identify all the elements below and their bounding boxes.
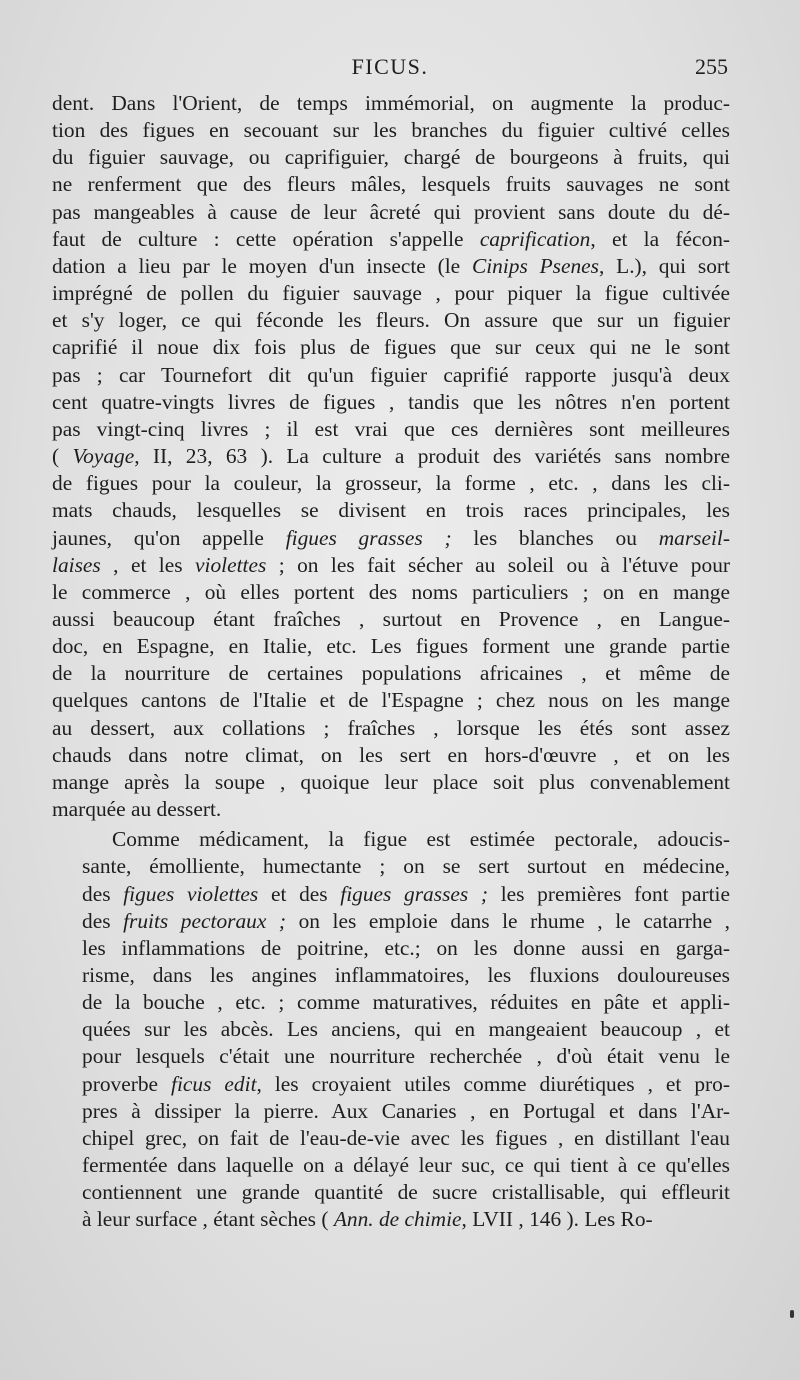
text-line <box>52 1206 730 1233</box>
text-run: pas mangeables à cause de leur âcreté qui provient sans doute du dé- <box>52 199 730 224</box>
italic-text: laises <box>52 552 101 577</box>
text-run: pas ; car Tournefort dit qu'un figuier caprifié rapporte jusqu'à deux <box>52 362 730 387</box>
text-run: pour lesquels c'était une nourriture recherchée , d'où était venu le <box>82 1044 730 1069</box>
text-line <box>52 144 730 171</box>
text-line <box>52 633 730 660</box>
text-line <box>52 742 730 769</box>
text-line <box>52 389 730 416</box>
text-line <box>52 280 730 307</box>
text-run: Comme médicament, la figue est estimée pectorale, adoucis- <box>112 827 730 852</box>
text-run: mats chauds, lesquelles se divisent en trois races principales, les <box>52 498 730 523</box>
text-line <box>52 470 730 497</box>
italic-text: Ann. de chimie <box>333 1207 462 1232</box>
text-run: de figues pour la couleur, la grosseur, la forme , etc. , dans les cli- <box>52 471 730 496</box>
text-run: contiennent une grande quantité de sucre cristallisable, qui effleurit <box>82 1180 730 1205</box>
text-run: , LVII , 146 ). Les Ro- <box>461 1207 653 1232</box>
text-run: quées sur les abcès. Les anciens, qui en mangeaient beaucoup , et <box>82 1017 730 1042</box>
text-run: chipel grec, on fait de l'eau-de-vie avec les figues , en distillant l'eau <box>82 1125 730 1150</box>
text-line <box>52 362 730 389</box>
text-line <box>52 908 730 935</box>
text-run: dation a lieu par le moyen d'un insecte (le <box>52 253 472 278</box>
text-line <box>52 416 730 443</box>
running-title: FICUS. <box>351 54 429 79</box>
text-run: on les emploie dans le rhume , le catarrhe , <box>286 908 730 933</box>
text-run: proverbe <box>82 1071 172 1096</box>
ink-mark <box>790 1310 794 1318</box>
text-run: ( <box>52 444 73 469</box>
text-run: de la nourriture de certaines populations africaines , et même de <box>52 661 730 686</box>
text-run: risme, dans les angines inflammatoires, les fluxions douloureuses <box>82 963 730 987</box>
text-run: caprifié il noue dix fois plus de figues que sur ceux qui ne le sont <box>52 335 730 360</box>
italic-text: caprification <box>479 226 591 251</box>
text-line <box>52 962 730 989</box>
text-run: les premières font partie <box>488 881 730 906</box>
italic-text: fruits pectoraux ; <box>123 908 287 933</box>
text-run: ne renferment que des fleurs mâles, lesquels fruits sauvages ne sont <box>52 172 730 197</box>
paragraph <box>52 90 730 823</box>
text-run: , et les <box>100 552 196 577</box>
text-run: tion des figues en secouant sur les branches du figuier cultivé celles <box>52 118 730 143</box>
text-line <box>52 1125 730 1152</box>
text-line <box>52 90 730 117</box>
italic-text: marseil- <box>658 525 730 550</box>
text-run: quelques cantons de l'Italie et de l'Espagne ; chez nous on les mange <box>52 688 730 713</box>
text-run: les blanches ou <box>451 525 659 550</box>
text-run: fermentée dans laquelle on a délayé leur suc, ce qui tient à ce qu'elles <box>82 1153 730 1178</box>
text-run: des <box>82 908 124 933</box>
italic-text: Cinips Psenes <box>471 253 599 278</box>
text-run: cent quatre-vingts livres de figues , tandis que les nôtres n'en portent <box>52 389 730 414</box>
text-run: jaunes, qu'on appelle <box>52 525 286 550</box>
text-run: et des <box>258 881 341 906</box>
text-line <box>52 117 730 144</box>
text-line <box>52 989 730 1016</box>
text-line <box>52 606 730 633</box>
text-run: pres à dissiper la pierre. Aux Canaries , en Portugal et dans l'Ar- <box>82 1098 730 1123</box>
text-line <box>52 334 730 361</box>
text-run: le commerce , où elles portent des noms particuliers ; on en mange <box>52 579 730 604</box>
text-run: pas vingt-cinq livres ; il est vrai que ces dernières sont meilleures <box>52 416 730 441</box>
text-run: au dessert, aux collations ; fraîches , lorsque les étés sont assez <box>52 715 730 740</box>
text-run: sante, émolliente, humectante ; on se sert surtout en médecine, <box>82 854 730 879</box>
text-run: les inflammations de poitrine, etc.; on les donne aussi en garga- <box>82 935 730 960</box>
text-line <box>52 796 730 823</box>
text-line <box>52 307 730 334</box>
text-line <box>52 443 730 470</box>
text-line <box>52 552 730 579</box>
text-line <box>52 660 730 687</box>
text-line <box>52 253 730 280</box>
italic-text: ficus edit <box>171 1071 257 1096</box>
text-run: mange après la soupe , quoique leur place soit plus convenablement <box>52 769 730 794</box>
text-run: dent. Dans l'Orient, de temps immémorial, on augmente la produc- <box>52 91 730 115</box>
text-line <box>52 935 730 962</box>
text-line <box>52 1098 730 1125</box>
text-line <box>52 1043 730 1070</box>
text-line <box>52 525 730 552</box>
text-line <box>52 1016 730 1043</box>
text-run: , et la fécon- <box>590 226 731 251</box>
text-line <box>52 171 730 198</box>
text-run: de la bouche , etc. ; comme maturatives, réduites en pâte et appli- <box>82 990 730 1015</box>
text-run: ; on les fait sécher au soleil ou à l'étuve pour <box>266 552 731 577</box>
text-run: du figuier sauvage, ou caprifiguier, chargé de bourgeons à fruits, qui <box>52 145 730 170</box>
paragraph <box>52 826 730 1233</box>
italic-text: Voyage <box>72 444 135 469</box>
text-run: aussi beaucoup étant fraîches , surtout en Provence , en Langue- <box>52 606 730 631</box>
italic-text: violettes <box>195 552 267 577</box>
text-line <box>52 1152 730 1179</box>
text-line <box>52 226 730 253</box>
text-line <box>52 497 730 524</box>
text-run: des <box>82 881 124 906</box>
text-line <box>52 826 730 853</box>
text-run: , L.), qui sort <box>599 253 730 278</box>
italic-text: figues grasses ; <box>340 881 489 906</box>
text-run: marquée au dessert. <box>52 797 222 822</box>
text-run: doc, en Espagne, en Italie, etc. Les figues forment une grande partie <box>52 634 730 659</box>
text-run: imprégné de pollen du figuier sauvage , pour piquer la figue cultivée <box>52 281 730 306</box>
text-run: et s'y loger, ce qui féconde les fleurs. On assure que sur un figuier <box>52 308 730 333</box>
text-line <box>52 1071 730 1098</box>
text-run: à leur surface , étant sèches ( <box>82 1207 334 1232</box>
italic-text: figues grasses ; <box>285 525 452 550</box>
text-line <box>52 853 730 880</box>
text-line <box>52 687 730 714</box>
body-text <box>52 90 730 1234</box>
page-header <box>52 54 728 84</box>
text-line <box>52 715 730 742</box>
text-line <box>52 769 730 796</box>
text-line <box>52 199 730 226</box>
italic-text: figues violettes <box>123 881 259 906</box>
text-line <box>52 1179 730 1206</box>
text-run: chauds dans notre climat, on les sert en hors-d'œuvre , et on les <box>52 742 730 767</box>
text-line <box>52 579 730 606</box>
text-run: , les croyaient utiles comme diurétiques , et pro- <box>256 1071 730 1096</box>
text-run: faut de culture : cette opération s'appelle <box>52 226 480 251</box>
text-line <box>52 881 730 908</box>
page-number: 255 <box>695 54 728 79</box>
text-run: , II, 23, 63 ). La culture a produit des variétés sans nombre <box>134 444 730 469</box>
